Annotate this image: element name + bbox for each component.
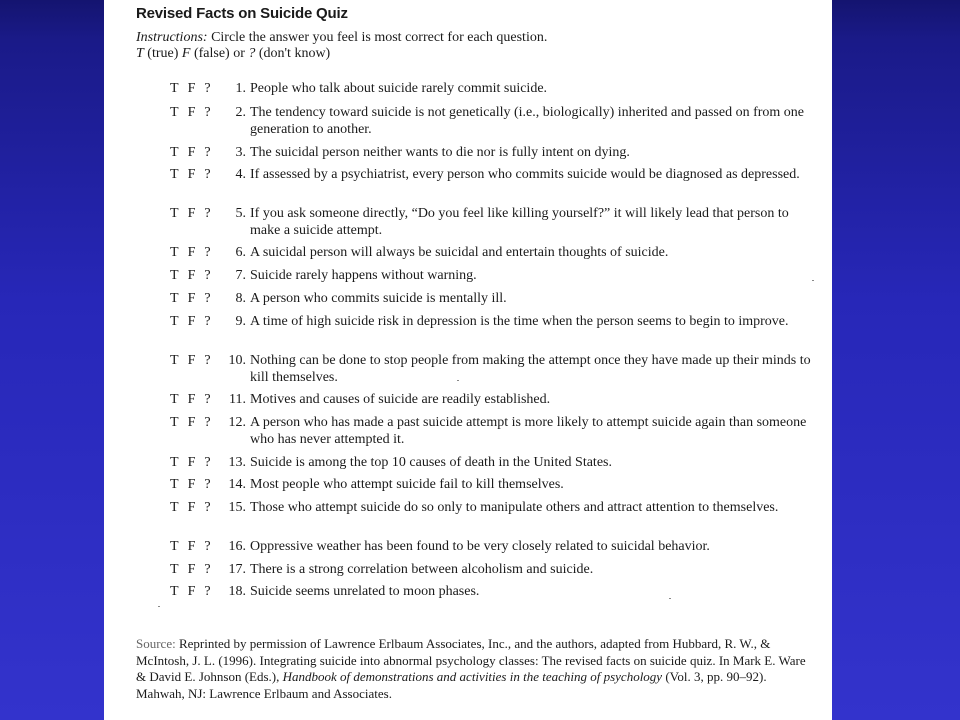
source-lead: Source:: [136, 636, 176, 651]
legend-f-desc: (false) or: [193, 46, 245, 61]
answer-choices: [170, 499, 220, 516]
question-number: 5.: [235, 206, 246, 221]
question-text: If you ask someone directly, “Do you feel like killing yourself?” it will likely lead that person to make a suicide attempt.: [250, 206, 789, 238]
question-number: 18.: [228, 584, 246, 599]
answer-choice[interactable]: ?: [204, 245, 211, 260]
question-number: 3.: [235, 145, 246, 160]
answer-choice[interactable]: F: [187, 81, 196, 96]
answer-choice[interactable]: F: [187, 206, 196, 221]
answer-choice[interactable]: F: [187, 105, 196, 120]
question-text: Suicide rarely happens without warning.: [250, 268, 477, 283]
answer-choice[interactable]: ?: [204, 562, 211, 577]
answer-choices: [170, 205, 220, 222]
answer-choices: [170, 583, 220, 600]
answer-choice[interactable]: T: [170, 562, 179, 577]
answer-choice[interactable]: T: [170, 167, 179, 182]
answer-choice[interactable]: F: [187, 392, 196, 407]
answer-choice[interactable]: F: [187, 415, 196, 430]
question-text: Most people who attempt suicide fail to kill themselves.: [250, 477, 564, 492]
question-text: Oppressive weather has been found to be very closely related to suicidal behavior.: [250, 539, 710, 554]
legend-q: ?: [248, 46, 256, 61]
answer-choices: [170, 290, 220, 307]
question-number: 15.: [228, 500, 246, 515]
answer-choice[interactable]: T: [170, 353, 179, 368]
answer-choices: [170, 391, 220, 408]
answer-choice[interactable]: ?: [204, 392, 211, 407]
question-number: 6.: [235, 245, 246, 260]
answer-choice[interactable]: T: [170, 455, 179, 470]
quiz-title: Revised Facts on Suicide Quiz: [136, 5, 348, 22]
answer-choices: [170, 104, 220, 121]
answer-choice[interactable]: T: [170, 291, 179, 306]
answer-choice[interactable]: T: [170, 584, 179, 599]
answer-choice[interactable]: T: [170, 392, 179, 407]
answer-choice[interactable]: F: [187, 268, 196, 283]
question-text: Suicide seems unrelated to moon phases.: [250, 584, 480, 599]
question-number: 7.: [235, 268, 246, 283]
answer-choice[interactable]: ?: [204, 455, 211, 470]
source-text-2: (Vol. 3, pp. 90–92). Mahwah, NJ: Lawrence Erlbaum and Associates.: [136, 669, 767, 701]
answer-choice[interactable]: T: [170, 206, 179, 221]
answer-choice[interactable]: ?: [204, 167, 211, 182]
source-book-title: Handbook of demonstrations and activities in the teaching of psychology: [282, 669, 663, 684]
answer-choice[interactable]: ?: [204, 415, 211, 430]
answer-choice[interactable]: T: [170, 145, 179, 160]
question-text: There is a strong correlation between alcoholism and suicide.: [250, 562, 594, 577]
answer-choice[interactable]: T: [170, 268, 179, 283]
question-number: 13.: [228, 455, 246, 470]
scan-speck: [669, 598, 671, 599]
source-citation: [136, 636, 816, 702]
question-number: 12.: [228, 415, 246, 430]
answer-choice[interactable]: T: [170, 415, 179, 430]
question-text: A person who commits suicide is mentally ill.: [250, 291, 507, 306]
scan-speck: [812, 280, 814, 281]
answer-choices: [170, 166, 220, 183]
instructions: [136, 30, 816, 62]
instructions-line: Circle the answer you feel is most correct for each question.: [211, 30, 548, 45]
scan-speck: [158, 606, 160, 607]
question-number: 10.: [228, 353, 246, 368]
question-number: 2.: [235, 105, 246, 120]
answer-choice[interactable]: ?: [204, 206, 211, 221]
answer-choice[interactable]: T: [170, 314, 179, 329]
answer-choice[interactable]: F: [187, 455, 196, 470]
question-text: Suicide is among the top 10 causes of death in the United States.: [250, 455, 612, 470]
answer-choice[interactable]: T: [170, 539, 179, 554]
scanned-page: [104, 0, 832, 720]
question-text: If assessed by a psychiatrist, every person who commits suicide would be diagnosed as depressed.: [250, 167, 800, 182]
question-number: 8.: [235, 291, 246, 306]
question-text: A time of high suicide risk in depression is the time when the person seems to begin to improve.: [250, 314, 789, 329]
answer-choice[interactable]: F: [187, 562, 196, 577]
answer-choice[interactable]: T: [170, 245, 179, 260]
answer-choice[interactable]: ?: [204, 145, 211, 160]
answer-choice[interactable]: F: [187, 167, 196, 182]
answer-choices: [170, 267, 220, 284]
answer-choice[interactable]: F: [187, 584, 196, 599]
question-text: The suicidal person neither wants to die nor is fully intent on dying.: [250, 145, 630, 160]
answer-choice[interactable]: T: [170, 105, 179, 120]
answer-choice[interactable]: ?: [204, 268, 211, 283]
answer-choice[interactable]: ?: [204, 584, 211, 599]
legend-q-desc: (don't know): [258, 46, 331, 61]
instructions-label: Instructions:: [136, 30, 208, 45]
question-text: A person who has made a past suicide attempt is more likely to attempt suicide again than someone who has never attempted it.: [250, 415, 807, 447]
legend-t-desc: (true): [147, 46, 179, 61]
answer-choices: [170, 352, 220, 369]
scan-speck: [457, 380, 459, 381]
answer-choices: [170, 454, 220, 471]
answer-choice[interactable]: ?: [204, 314, 211, 329]
answer-choices: [170, 538, 220, 555]
question-text: Nothing can be done to stop people from making the attempt once they have made up their minds to kill themselves.: [250, 353, 811, 385]
answer-choice[interactable]: ?: [204, 353, 211, 368]
answer-choice[interactable]: ?: [204, 81, 211, 96]
legend-f: F: [181, 46, 191, 61]
question-text: People who talk about suicide rarely commit suicide.: [250, 81, 548, 96]
answer-choices: [170, 476, 220, 493]
question-number: 14.: [228, 477, 246, 492]
answer-choices: [170, 561, 220, 578]
question-number: 17.: [228, 562, 246, 577]
answer-choice[interactable]: F: [187, 539, 196, 554]
answer-choices: [170, 244, 220, 261]
answer-choice[interactable]: F: [187, 291, 196, 306]
answer-choices: [170, 144, 220, 161]
answer-choice[interactable]: F: [187, 314, 196, 329]
legend-t: T: [136, 46, 144, 61]
answer-choices: [170, 313, 220, 330]
answer-choices: [170, 414, 220, 431]
question-number: 4.: [235, 167, 246, 182]
answer-choices: [170, 80, 220, 97]
question-number: 9.: [235, 314, 246, 329]
answer-choice[interactable]: F: [187, 145, 196, 160]
question-number: 16.: [228, 539, 246, 554]
answer-choice[interactable]: ?: [204, 539, 211, 554]
answer-choice[interactable]: F: [187, 477, 196, 492]
question-text: The tendency toward suicide is not genetically (i.e., biologically) inherited and passed on from one generation to another.: [250, 105, 804, 137]
question-text: A suicidal person will always be suicidal and entertain thoughts of suicide.: [250, 245, 669, 260]
question-text: Motives and causes of suicide are readily established.: [250, 392, 551, 407]
question-number: 11.: [229, 392, 246, 407]
source-text-1: Reprinted by permission of Lawrence Erlbaum Associates, Inc., and the authors, adapted from Hubbard, R. W., & McIntosh, J. L. (1996). Integrating suicide into abnormal psychology classes: The revised facts on suicide quiz. In Mark E. Ware & David E. Johnson (Eds.),: [136, 636, 806, 684]
answer-choice[interactable]: F: [187, 353, 196, 368]
answer-choice[interactable]: ?: [204, 105, 211, 120]
answer-choice[interactable]: T: [170, 500, 179, 515]
answer-choice[interactable]: T: [170, 81, 179, 96]
question-number: 1.: [235, 81, 246, 96]
question-text: Those who attempt suicide do so only to manipulate others and attract attention to themselves.: [250, 500, 779, 515]
answer-choice[interactable]: F: [187, 500, 196, 515]
answer-choice[interactable]: F: [187, 245, 196, 260]
answer-choice[interactable]: ?: [204, 500, 211, 515]
answer-choice[interactable]: T: [170, 477, 179, 492]
answer-choice[interactable]: ?: [204, 291, 211, 306]
answer-choice[interactable]: ?: [204, 477, 211, 492]
